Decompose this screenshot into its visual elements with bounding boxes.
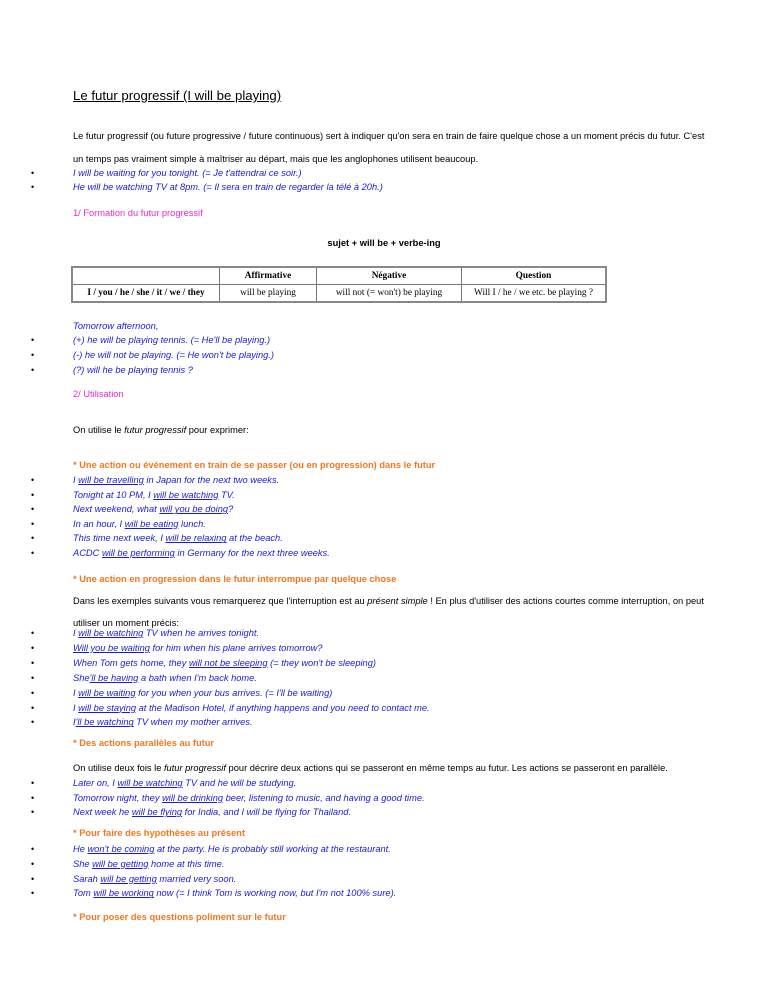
bullet: •: [31, 807, 35, 817]
example-post: beer, listening to music, and having a good time.: [223, 792, 425, 803]
example-verb: will you be doing: [159, 504, 229, 515]
bullet: •: [31, 642, 35, 653]
example-sentence: [73, 533, 283, 543]
example-verb: will not be sleeping: [188, 657, 268, 668]
example-pre: She: [73, 858, 93, 869]
example-sentence: [73, 874, 236, 884]
example-pre: Sarah: [73, 873, 101, 884]
bullet: •: [31, 475, 35, 485]
intro-example: He will be watching TV at 8pm. (= Il sera en train de regarder la télé à 20h.): [73, 182, 383, 192]
table-cell: will not (= won't) be playing: [317, 285, 462, 303]
example-pre: I: [73, 628, 79, 638]
bullet: •: [31, 873, 35, 884]
example-post: TV and he will be studying.: [182, 778, 297, 788]
example-pre: Next weekend, what: [73, 504, 160, 515]
intro-line-1: Le futur progressif (ou future progressive / future continuous) sert à indiquer qu'on sera en train de faire quelque chose a un moment précis du futur. C'est: [73, 131, 705, 141]
bullet: •: [31, 335, 35, 345]
example-verb: won't be coming: [87, 844, 155, 854]
example-sentence: [73, 793, 425, 803]
example-post: TV when my mother arrives.: [133, 717, 253, 728]
formation-example: (-) he will not be playing. (= He won't be playing.): [73, 350, 274, 360]
bullet: •: [31, 489, 35, 500]
use-3-paragraph: [73, 763, 668, 773]
bullet: •: [31, 628, 35, 638]
example-sentence: [73, 519, 206, 529]
example-sentence: [73, 643, 323, 653]
example-verb: 'll be having: [89, 672, 139, 683]
example-post: lunch.: [178, 518, 206, 529]
example-sentence: [73, 703, 430, 713]
bullet: •: [31, 687, 35, 698]
example-pre: Later on, I: [73, 778, 118, 788]
example-verb: will be flying: [131, 807, 183, 817]
example-post: at the party. He is probably still working at the restaurant.: [154, 844, 391, 854]
example-pre: This time next week, I: [73, 533, 166, 544]
example-pre: I: [73, 687, 79, 698]
example-verb: will be drinking: [162, 792, 224, 803]
bullet: •: [31, 548, 35, 558]
example-verb: will be watching: [78, 628, 144, 638]
use-2-para-post: ! En plus d'utiliser des actions courtes comme interruption, on peut: [427, 596, 704, 606]
use-1-heading: * Une action ou événement en train de se passer (ou en progression) dans le futur: [73, 460, 436, 470]
bullet: •: [31, 365, 35, 375]
use-3-para-em: futur progressif: [163, 763, 226, 773]
use-3-para-pre: On utilise deux fois le: [73, 763, 164, 773]
table-cell: will be playing: [220, 285, 317, 303]
use-3-heading: * Des actions parallèles au futur: [73, 738, 215, 748]
example-pre: She: [73, 672, 90, 683]
example-pre: I: [73, 717, 76, 728]
example-pre: I: [73, 702, 79, 713]
example-verb: will be relaxing: [165, 533, 227, 544]
example-sentence: [73, 859, 224, 869]
table-header-cell: [72, 267, 220, 285]
example-pre: Tomorrow night, they: [73, 792, 163, 803]
example-verb: 'll be watching: [75, 717, 134, 728]
example-verb: will be getting: [92, 858, 149, 869]
example-sentence: [73, 844, 391, 854]
intro-example: I will be waiting for you tonight. (= Je t'attendrai ce soir.): [73, 168, 302, 178]
example-post: TV.: [218, 489, 235, 500]
example-pre: ACDC: [73, 548, 102, 558]
example-sentence: [73, 717, 253, 727]
example-post: at the Madison Hotel, if anything happens and you need to contact me.: [136, 702, 430, 713]
use-2-paragraph: [73, 590, 704, 613]
table-row: [72, 285, 606, 303]
page-title: Le futur progressif (I will be playing): [73, 88, 282, 103]
example-post: a bath when I'm back home.: [138, 672, 257, 683]
intro-line-2: un temps pas vraiment simple à maîtriser au départ, mais que les anglophones utilisent beaucoup.: [73, 154, 479, 164]
usage-intro-pre: On utilise le: [73, 425, 125, 435]
bullet: •: [31, 888, 35, 899]
formation-example: (?) will he be playing tennis ?: [73, 365, 193, 375]
example-sentence: [73, 688, 332, 698]
example-sentence: [73, 490, 235, 500]
bullet: •: [31, 858, 35, 869]
bullet: •: [31, 657, 35, 668]
use-2-paragraph-2: utiliser un moment précis:: [73, 618, 179, 628]
example-verb: will be getting: [100, 873, 157, 884]
section-2-title: 2/ Utilisation: [73, 389, 124, 399]
bullet: •: [31, 168, 35, 178]
use-4-heading: * Pour faire des hypothèses au présent: [73, 828, 246, 838]
table-header-row: [72, 267, 606, 285]
example-pre: Tom: [73, 888, 94, 899]
example-post: home at this time.: [148, 858, 225, 869]
use-2-para-em: présent simple: [367, 596, 428, 606]
bullet: •: [31, 350, 35, 360]
bullet: •: [31, 672, 35, 683]
usage-intro-em: futur progressif: [124, 425, 187, 435]
example-sentence: [73, 658, 376, 668]
example-post: in Germany for the next three weeks.: [174, 548, 330, 558]
example-pre: Next week he: [73, 807, 132, 817]
table-cell: I / you / he / she / it / we / they: [72, 285, 220, 303]
example-sentence: [73, 504, 233, 514]
formula: sujet + will be + verbe-ing: [327, 238, 441, 248]
example-verb: Will you be waiting: [73, 642, 150, 653]
use-5-heading: * Pour poser des questions poliment sur le futur: [73, 912, 286, 922]
example-verb: will be waiting: [78, 687, 136, 698]
example-verb: will be performing: [101, 548, 175, 558]
example-pre: He: [73, 844, 88, 854]
bullet: •: [31, 778, 35, 788]
example-verb: will be working: [93, 888, 154, 899]
bullet: •: [31, 792, 35, 803]
use-2-para-pre: Dans les exemples suivants vous remarquerez que l'interruption est au: [73, 596, 368, 606]
bullet: •: [31, 717, 35, 728]
section-1-title: 1/ Formation du futur progressif: [73, 208, 203, 218]
example-sentence: [73, 548, 330, 558]
example-sentence: [73, 778, 296, 788]
example-post: married very soon.: [156, 873, 237, 884]
use-3-para-post: pour décrire deux actions qui se passeront en même temps au futur. Les actions se passeront en parallèle.: [225, 763, 668, 773]
bullet: •: [31, 182, 35, 192]
table-header-cell: Affirmative: [220, 267, 317, 285]
example-post: at the beach.: [226, 533, 283, 544]
example-sentence: [73, 628, 259, 638]
example-sentence: [73, 807, 351, 817]
example-pre: When Tom gets home, they: [73, 657, 189, 668]
example-sentence: [73, 475, 279, 485]
bullet: •: [31, 518, 35, 529]
table-cell: Will I / he / we etc. be playing ?: [462, 285, 607, 303]
example-post: for you when your bus arrives. (= I'll be waiting): [135, 687, 333, 698]
usage-intro: [73, 425, 249, 435]
table-header-cell: Question: [462, 267, 607, 285]
bullet: •: [31, 702, 35, 713]
example-verb: will be travelling: [78, 475, 144, 485]
use-2-heading: * Une action en progression dans le futur interrompue par quelque chose: [73, 574, 397, 584]
example-verb: will be eating: [124, 518, 179, 529]
bullet: •: [31, 533, 35, 544]
example-pre: Tonight at 10 PM, I: [73, 489, 154, 500]
example-post: in Japan for the next two weeks.: [143, 475, 280, 485]
example-post: TV when he arrives tonight.: [143, 628, 260, 638]
example-verb: will be staying: [78, 702, 137, 713]
bullet: •: [31, 844, 35, 854]
conjugation-table: [71, 266, 607, 303]
example-sentence: [73, 888, 396, 898]
formation-example: (+) he will be playing tennis. (= He'll be playing.): [73, 335, 271, 345]
formation-lead: Tomorrow afternoon,: [73, 321, 159, 331]
table-header-cell: Négative: [317, 267, 462, 285]
example-pre: In an hour, I: [73, 518, 125, 529]
example-post: for India, and I will be flying for Thailand.: [182, 807, 352, 817]
example-sentence: [73, 673, 257, 683]
example-post: (= they won't be sleeping): [267, 657, 376, 668]
example-verb: will be watching: [153, 489, 219, 500]
example-post: now (= I think Tom is working now, but I'm not 100% sure).: [153, 888, 397, 899]
example-post: for him when his plane arrives tomorrow?: [149, 642, 323, 653]
usage-intro-post: pour exprimer:: [186, 425, 249, 435]
example-verb: will be watching: [117, 778, 183, 788]
example-post: ?: [228, 504, 234, 515]
example-pre: I: [73, 475, 79, 485]
bullet: •: [31, 504, 35, 515]
